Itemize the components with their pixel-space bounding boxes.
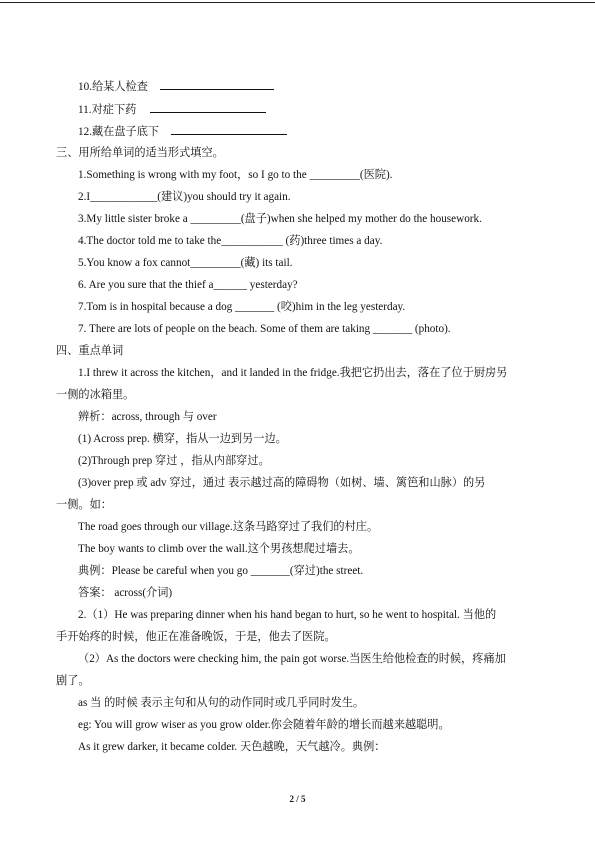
exercise-line: 1.Something is wrong with my foot，so I go to the _________(医院). bbox=[78, 169, 393, 181]
paragraph-line: (3)over prep 或 adv 穿过，通过 表示越过高的障碍物（如树、墙、篱笆和山脉）的另 bbox=[78, 477, 486, 489]
exercise-line: 2.I____________(建议)you should try it again. bbox=[78, 191, 291, 203]
paragraph-line: 2.（1）He was preparing dinner when his hand began to hurt, so he went to hospital. 当他的 bbox=[78, 609, 497, 621]
exercise-line: 4.The doctor told me to take the___________ (药)three times a day. bbox=[78, 235, 383, 247]
top-rule bbox=[0, 2, 595, 3]
example-line: The boy wants to climb over the wall.这个男孩想爬过墙去。 bbox=[78, 543, 360, 555]
example-line: The road goes through our village.这条马路穿过了我们的村庄。 bbox=[78, 521, 379, 533]
example-line: As it grew darker, it became colder. 天色越晚，天气越冷。典例： bbox=[78, 741, 386, 753]
example-line: 典例：Please be careful when you go _______(穿过)the street. bbox=[78, 565, 364, 577]
vocab-item-12: 12.藏在盘子底下 bbox=[78, 123, 287, 140]
paragraph-line: （2）As the doctors were checking him, the pain got worse.当医生给他检查的时候，疼痛加 bbox=[78, 653, 506, 665]
paragraph-line: 1.I threw it across the kitchen，and it landed in the fridge.我把它扔出去，落在了位于厨房另 bbox=[78, 367, 508, 379]
page-number: 2 / 5 bbox=[289, 794, 306, 804]
answer-blank bbox=[160, 78, 274, 90]
paragraph-line: as 当 的时候 表示主句和从句的动作同时或几乎同时发生。 bbox=[78, 697, 365, 709]
section-3-heading: 三、用所给单词的适当形式填空。 bbox=[56, 147, 224, 159]
paragraph-line: 剧了。 bbox=[56, 675, 90, 687]
paragraph-line: 辨析：across, through 与 over bbox=[78, 411, 217, 423]
paragraph-line: (1) Across prep. 横穿，指从一边到另一边。 bbox=[78, 433, 287, 445]
paragraph-line: 一侧。如： bbox=[56, 499, 112, 511]
exercise-line: 7. There are lots of people on the beach. Some of them are taking _______ (photo). bbox=[78, 323, 451, 335]
exercise-line: 6. Are you sure that the thief a______ yesterday? bbox=[78, 279, 298, 291]
section-4-heading: 四、重点单词 bbox=[56, 345, 124, 357]
answer-blank bbox=[150, 101, 266, 113]
example-line: eg: You will grow wiser as you grow older.你会随着年龄的增长而越来越聪明。 bbox=[78, 719, 450, 731]
vocab-item-10: 10.给某人检查 bbox=[78, 78, 274, 95]
exercise-line: 3.My little sister broke a _________(盘子)when she helped my mother do the housework. bbox=[78, 213, 482, 225]
paragraph-line: 手开始疼的时候，他正在准备晚饭，于是，他去了医院。 bbox=[56, 631, 336, 643]
answer-blank bbox=[171, 123, 287, 135]
exercise-line: 7.Tom is in hospital because a dog _______ (咬)him in the leg yesterday. bbox=[78, 301, 406, 313]
vocab-item-11: 11.对症下药 bbox=[78, 101, 266, 118]
answer-line: 答案： across(介词) bbox=[78, 587, 173, 599]
exercise-line: 5.You know a fox cannot_________(藏) its tail. bbox=[78, 257, 293, 269]
paragraph-line: (2)Through prep 穿过 ，指从内部穿过。 bbox=[78, 455, 270, 467]
paragraph-line: 一侧的冰箱里。 bbox=[56, 389, 135, 401]
